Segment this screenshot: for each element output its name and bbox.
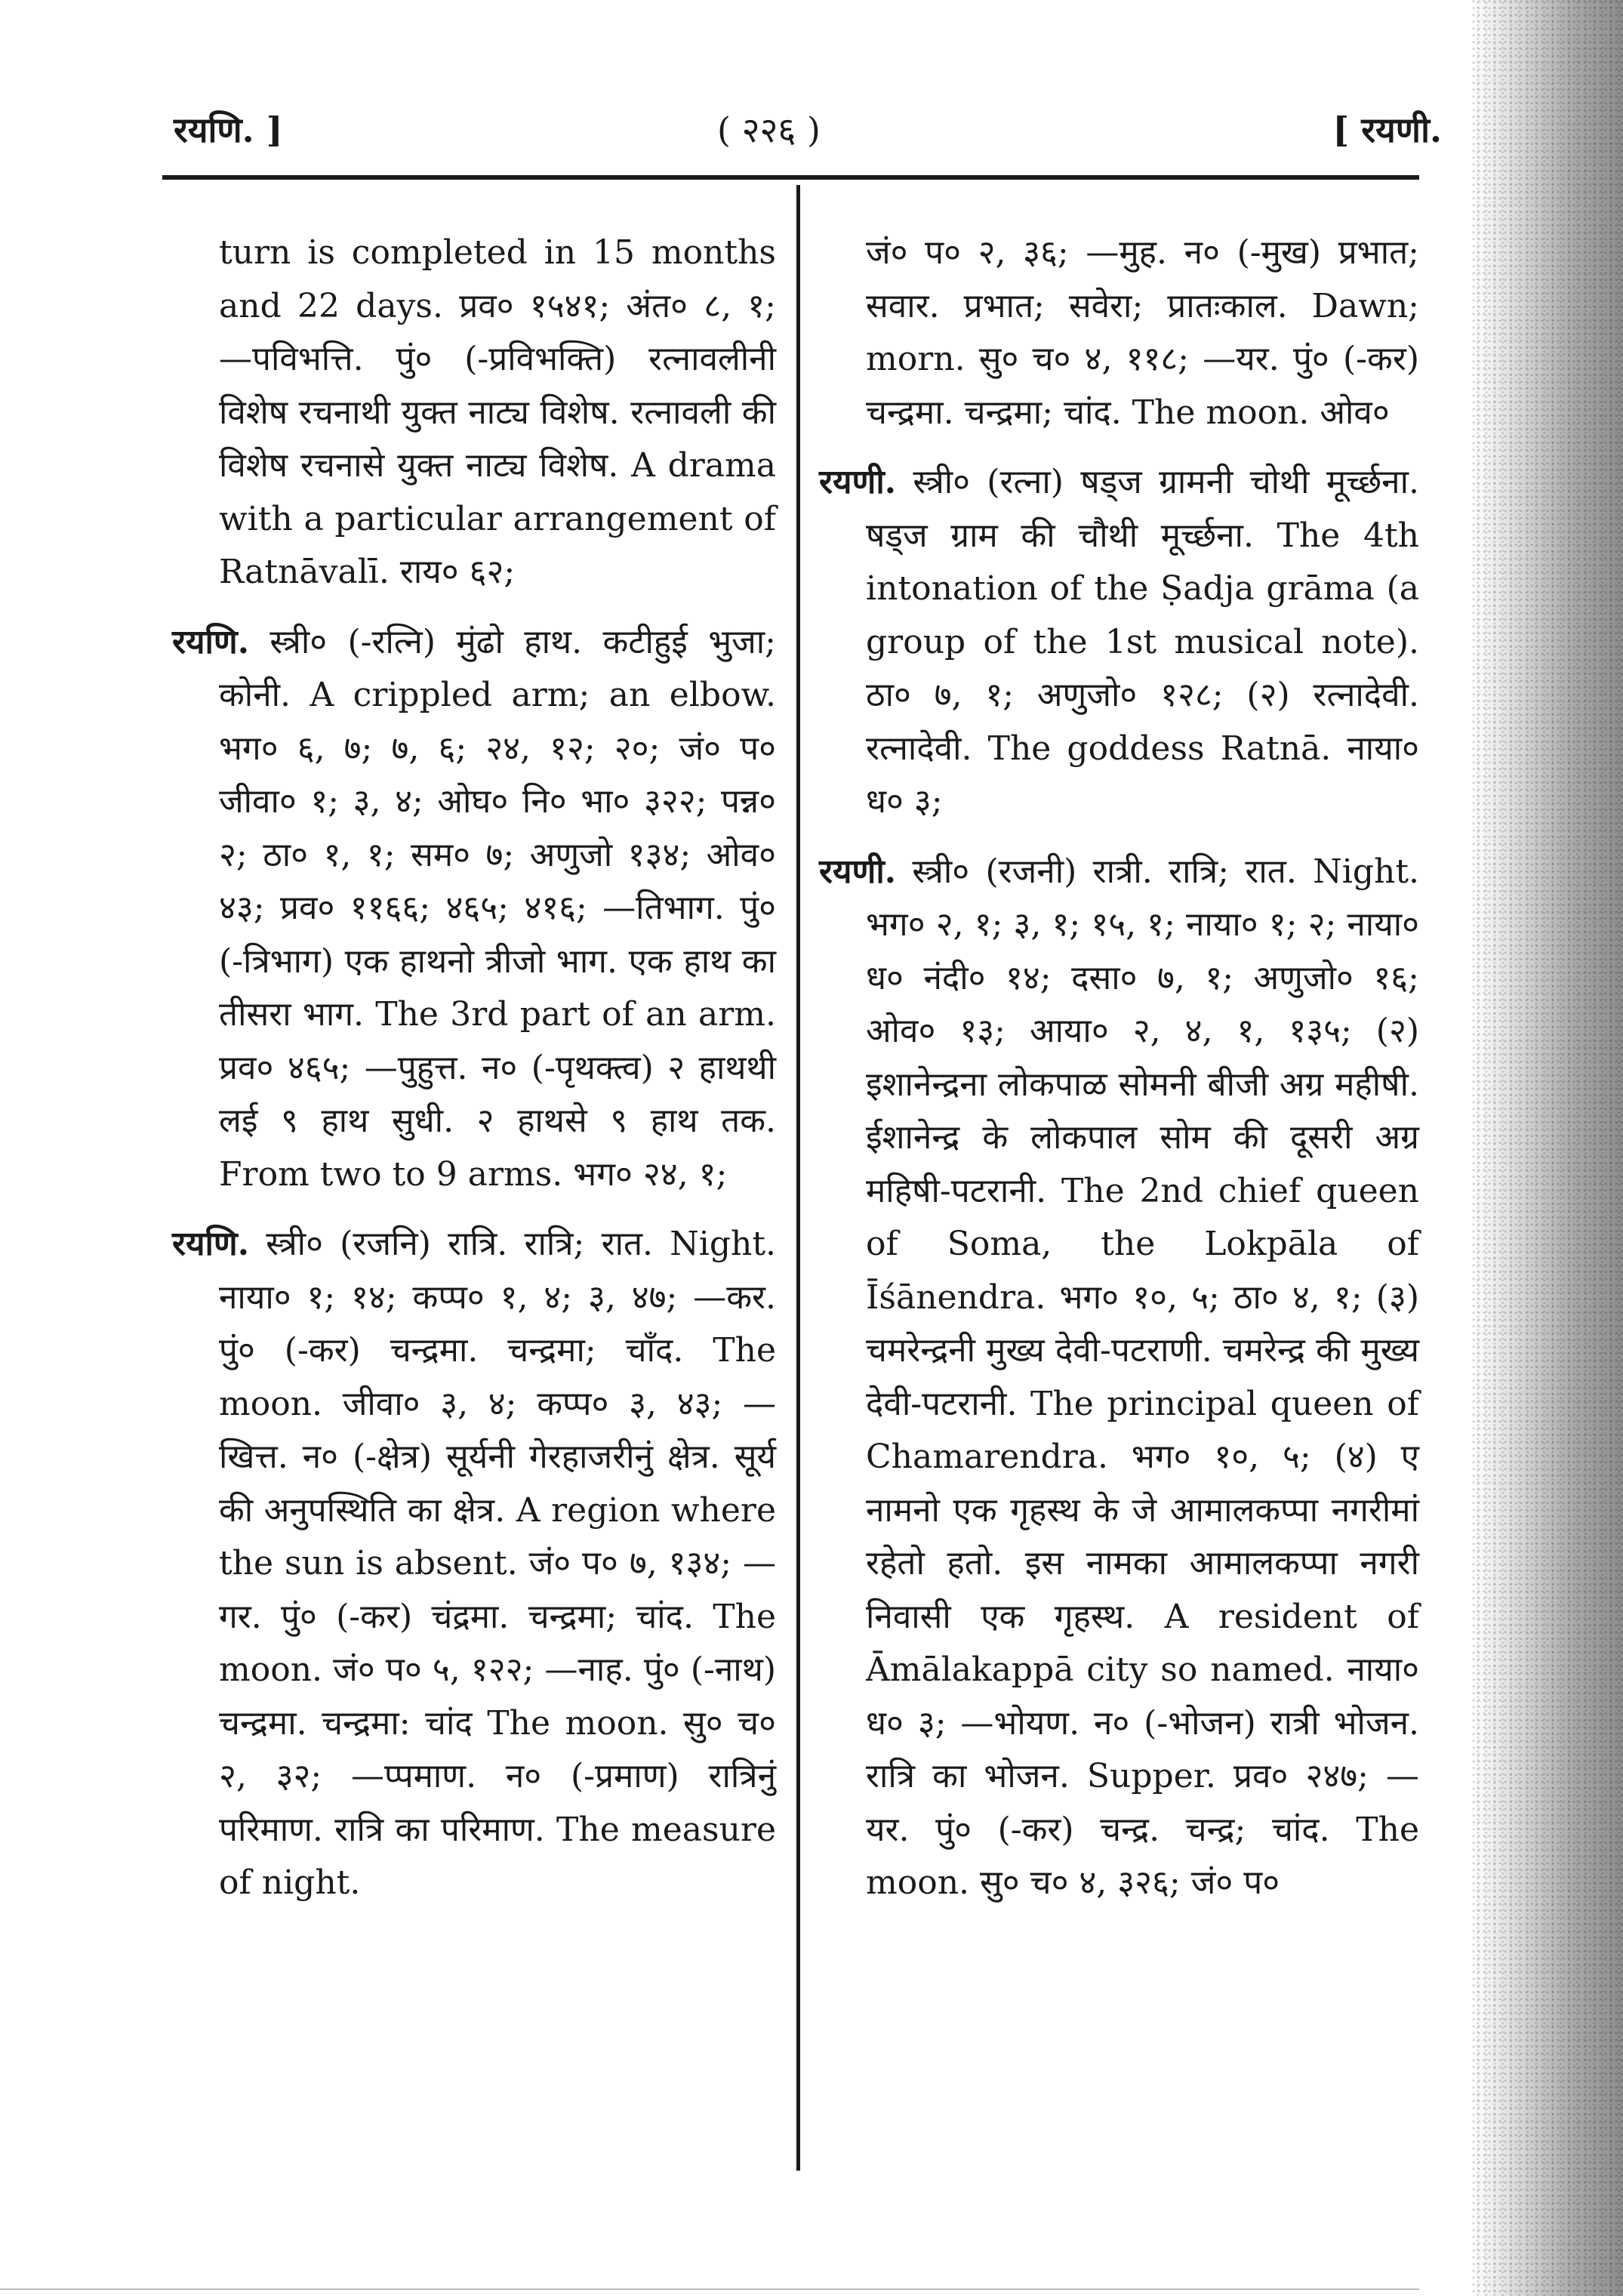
entry-text: turn is completed in 15 months and 22 days. प्रव० १५४१; अंत० ८, १; —पविभत्ति. पुं० (-प्रविभक्ति) रत्नावलीनी विशेष रचनाथी युक्त नाट्य विशेष. रत्नावली की विशेष रचनासे युक्त नाट्य विशेष. A drama with a particular arrangement of Ratnāvalī. राय० ६२; bbox=[219, 233, 776, 591]
entry-headword: रयणी. bbox=[819, 463, 897, 501]
dictionary-entry bbox=[172, 1218, 776, 1910]
dictionary-entry bbox=[819, 846, 1419, 1910]
page-header bbox=[174, 106, 1442, 159]
entry-headword: रयणि. bbox=[172, 1225, 250, 1263]
entry-text: जं० प० २, ३६; —मुह. न० (-मुख) प्रभात; सवार. प्रभात; सवेरा; प्रातःकाल. Dawn; morn. सु० च० ४, ११८; —यर. पुं० (-कर) चन्द्रमा. चन्द्रमा; चांद. The moon. ओव० bbox=[866, 233, 1419, 432]
entry-text: स्त्री० (रजनि) रात्रि. रात्रि; रात. Night. नाया० १; १४; कप्प० १, ४; ३, ४७; —कर. पुं० (-कर) चन्द्रमा. चन्द्रमा; चाँद. The moon. जीवा० ३, ४; कप्प० ३, ४३; —खित्त. न० (-क्षेत्र) सूर्यनी गेरहाजरीनुं क्षेत्र. सूर्य की अनुपस्थिति का क्षेत्र. A region where the sun is absent. जं० प० ७, १३४; —गर. पुं० (-कर) चंद्रमा. चन्द्रमा; चांद. The moon. जं० प० ५, १२२; —नाह. पुं० (-नाथ) चन्द्रमा. चन्द्रमा: चांद The moon. सु० च० २, ३२; —प्पमाण. न० (-प्रमाण) रात्रिनुं परिमाण. रात्रि का परिमाण. The measure of night. bbox=[219, 1225, 776, 1902]
dictionary-entry bbox=[819, 456, 1419, 829]
header-left-guideword: रयणि. ] bbox=[174, 109, 283, 150]
dictionary-entry bbox=[819, 227, 1419, 439]
header-right-guideword: [ रयणी. bbox=[1332, 109, 1442, 150]
column-divider bbox=[796, 185, 800, 2171]
entry-headword: रयणि. bbox=[172, 622, 250, 661]
entry-headword: रयणी. bbox=[819, 852, 897, 891]
page-bottom-edge bbox=[0, 2288, 1419, 2290]
entry-text: स्त्री० (-रत्नि) मुंढो हाथ. कटीहुई भुजा; कोनी. A crippled arm; an elbow. भग० ६, ७; ७, ६; २४, १२; २०; जं० प० जीवा० १; ३, ४; ओघ० नि० भा० ३२२; पन्न० २; ठा० १, १; सम० ७; अणुजो १३४; ओव० ४३; प्रव० ११६६; ४६५; ४१६; —तिभाग. पुं० (-त्रिभाग) एक हाथनो त्रीजो भाग. एक हाथ का तीसरा भाग. The 3rd part of an arm. प्रव० ४६५; —पुहुत्त. न० (-पृथक्त्व) २ हाथथी लई ९ हाथ सुधी. २ हाथसे ९ हाथ तक. From two to 9 arms. भग० २४, १; bbox=[219, 622, 776, 1194]
right-column bbox=[819, 227, 1419, 1927]
page-number: ( २२६ ) bbox=[717, 109, 821, 150]
entry-text: स्त्री० (रजनी) रात्री. रात्रि; रात. Night. भग० २, १; ३, १; १५, १; नाया० १; २; नाया० ध० नंदी० १४; दसा० ७, १; अणुजो० १६; ओव० १३; आया० २, ४, १, १३५; (२) इशानेन्द्रना लोकपाळ सोमनी बीजी अग्र महीषी. ईशानेन्द्र के लोकपाल सोम की दूसरी अग्र महिषी-पटरानी. The 2nd chief queen of Soma, the Lokpāla of Īśānendra. भग० १०, ५; ठा० ४, १; (३) चमरेन्द्रनी मुख्य देवी-पटराणी. चमरेन्द्र की मुख्य देवी-पटरानी. The principal queen of Chamarendra. भग० १०, ५; (४) ए नामनो एक गृहस्थ के जे आमालकप्पा नगरीमां रहेतो हतो. इस नामका आमालकप्पा नगरी निवासी एक गृहस्थ. A resident of Āmālakappā city so named. नाया० ध० ३; —भोयण. न० (-भोजन) रात्री भोजन. रात्रि का भोजन. Supper. प्रव० २४७; —यर. पुं० (-कर) चन्द्र. चन्द्र; चांद. The moon. सु० च० ४, ३२६; जं० प० bbox=[866, 852, 1419, 1902]
scan-shadow-edge bbox=[1472, 0, 1623, 2296]
dictionary-entry bbox=[172, 616, 776, 1202]
entry-text: स्त्री० (रत्ना) षड्ज ग्रामनी चोथी मूर्च्छना. षड्ज ग्राम की चौथी मूर्च्छना. The 4th intonation of the Ṣadja grāma (a group of the 1st musical note). ठा० ७, १; अणुजो० १२८; (२) रत्नादेवी. रत्नादेवी. The goddess Ratnā. नाया० ध० ३; bbox=[866, 463, 1419, 821]
dictionary-entry bbox=[172, 227, 776, 599]
header-rule bbox=[162, 175, 1419, 180]
left-column bbox=[172, 227, 776, 1927]
